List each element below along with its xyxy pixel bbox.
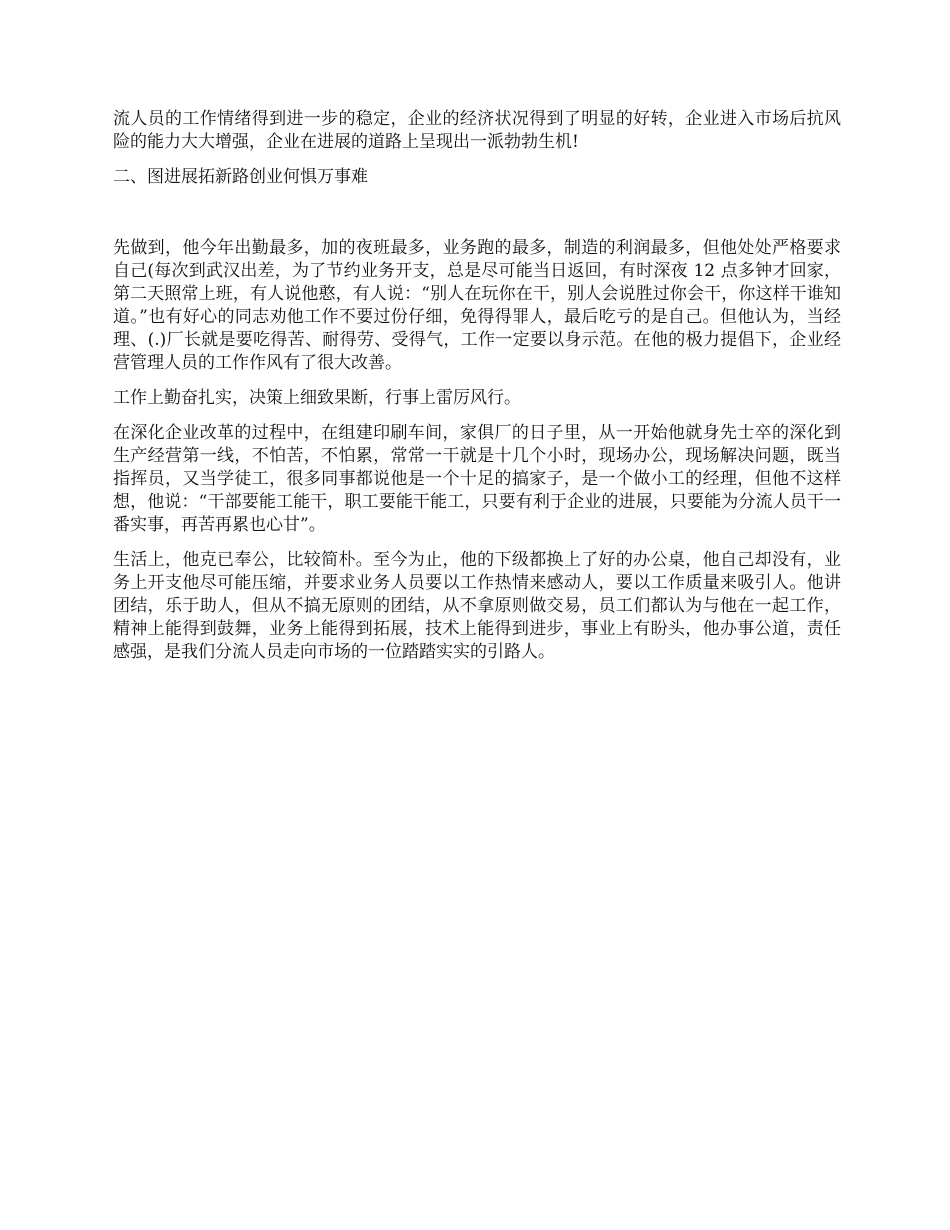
paragraph-life: 生活上，他克已奉公，比较简朴。至今为止，他的下级都换上了好的办公桌，他自己却没有，业务上开支他尽可能压缩，并要求业务人员要以工作热情来感动人，要以工作质量来吸引人。他讲团结，乐于助人，但从不搞无原则的团结，从不拿原则做交易，员工们都认为与他在一起工作，精神上能得到鼓舞，业务上能得到拓展，技术上能得到进步，事业上有盼头，他办事公道，责任感强，是我们分流人员走向市场的一位踏踏实实的引路人。 [113, 550, 841, 662]
document-body [113, 108, 841, 676]
paragraph-reform: 在深化企业改革的过程中，在组建印刷车间，家俱厂的日子里，从一开始他就身先士卒的深化到生产经营第一线，不怕苦，不怕累，常常一干就是十几个小时，现场办公，现场解决问题，既当指挥员，又当学徒工，很多同事都说他是一个十足的搞家子，是一个做小工的经理，但他不这样想，他说：“干部要能工能干，职工要能干能工，只要有利于企业的进展，只要能为分流人员干一番实事，再苦再累也心甘”。 [113, 423, 841, 535]
paragraph-example: 先做到，他今年出勤最多，加的夜班最多，业务跑的最多，制造的利润最多，但他处处严格要求自己(每次到武汉出差，为了节约业务开支，总是尽可能当日返回，有时深夜 12 点多钟才回家，第二天照常上班，有人说他憨，有人说：“别人在玩你在干，别人会说胜过你会干，你这样干谁知道。”也有好心的同志劝他工作不要过份仔细，免得得罪人，最后吃亏的是自己。但他认为，当经理、(.)厂长就是要吃得苦、耐得劳、受得气，工作一定要以身示范。在他的极力提倡下，企业经营管理人员的工作作风有了很大改善。 [113, 238, 841, 373]
paragraph-intro: 流人员的工作情绪得到进一步的稳定，企业的经济状况得到了明显的好转，企业进入市场后抗风险的能力大大增强，企业在进展的道路上呈现出一派勃勃生机! [113, 109, 841, 152]
blank-gap [113, 201, 841, 237]
paragraph-work-style: 工作上勤奋扎实，决策上细致果断，行事上雷厉风行。 [113, 388, 521, 408]
section-heading: 二、图进展拓新路创业何惧万事难 [113, 167, 368, 187]
